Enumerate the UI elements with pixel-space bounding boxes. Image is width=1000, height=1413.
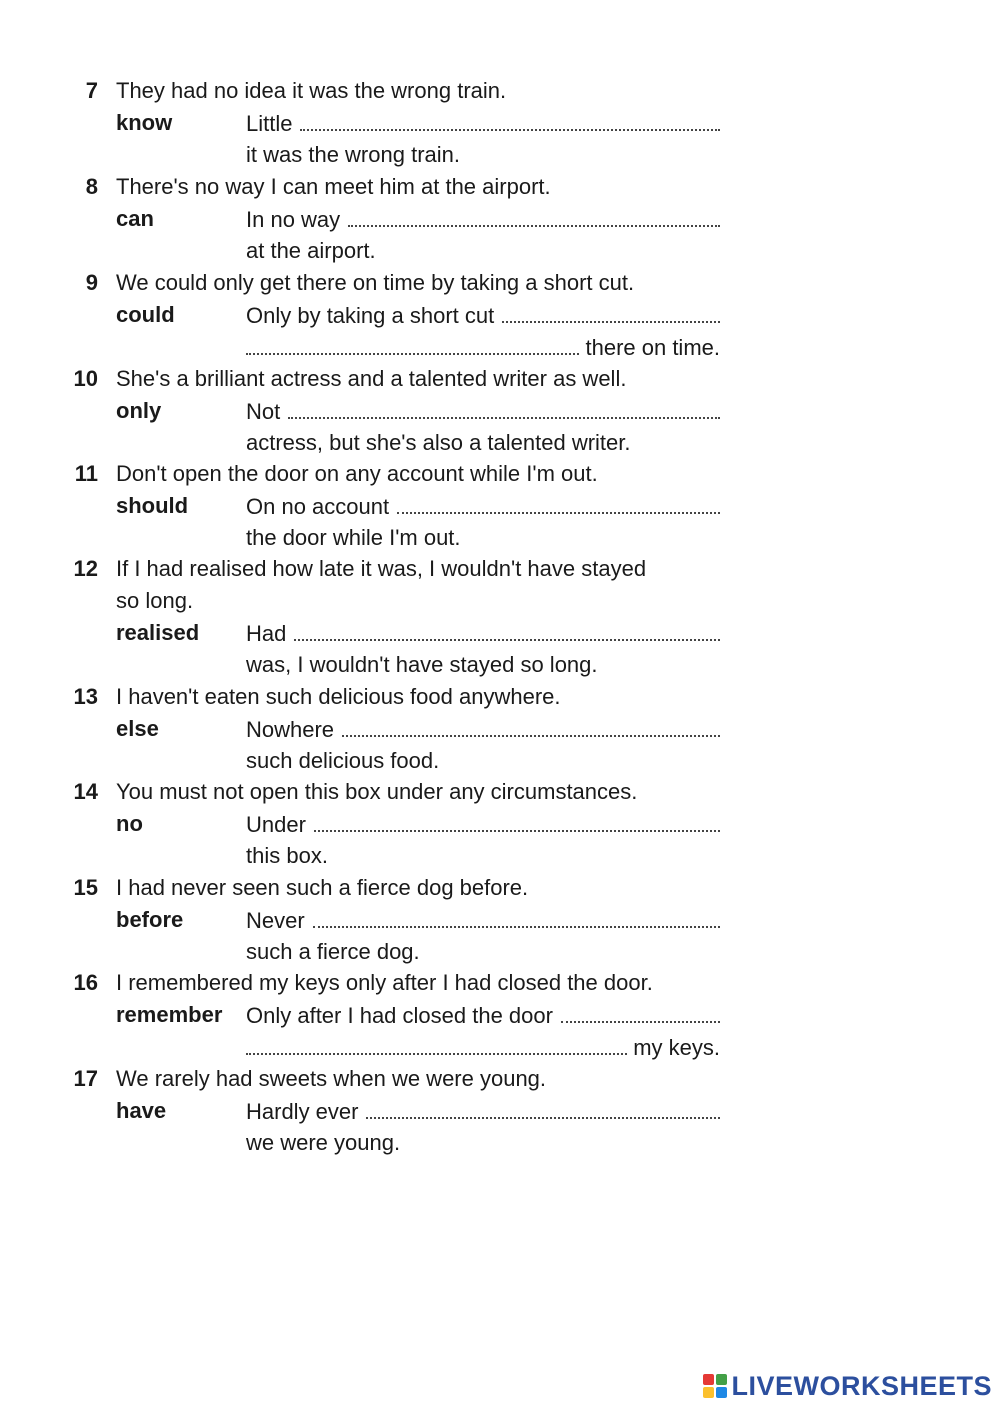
keyword: realised [116,620,200,645]
exercise-10 [60,363,720,459]
keyword: only [116,398,162,423]
answer-blank-continued[interactable] [246,1031,627,1055]
answer-blank[interactable] [561,999,720,1023]
answer-ending: such delicious food. [246,748,440,773]
exercise-number: 8 [85,174,98,199]
answer-prompt: Only by taking a short cut [246,303,495,328]
answer-ending: we were young. [246,1130,401,1155]
exercise-16 [60,967,720,1063]
original-sentence: I remembered my keys only after I had closed the door. [116,970,653,995]
answer-ending: actress, but she's also a talented writer. [246,430,631,455]
answer-ending: such a fierce dog. [246,939,420,964]
answer-ending: it was the wrong train. [246,142,460,167]
exercise-17 [60,1063,720,1159]
answer-blank[interactable] [342,713,720,737]
answer-prompt: In no way [246,207,341,232]
exercise-number: 9 [85,270,98,295]
original-sentence: We rarely had sweets when we were young. [116,1066,547,1091]
answer-ending: this box. [246,843,328,868]
answer-blank[interactable] [502,299,720,323]
exercise-7 [60,75,720,171]
logo-square-blue [716,1387,727,1398]
logo-square-yellow [703,1387,714,1398]
exercise-15 [60,872,720,968]
original-sentence: You must not open this box under any circumstances. [116,779,638,804]
exercise-number: 17 [73,1066,98,1091]
answer-prompt: Hardly ever [246,1099,359,1124]
answer-prompt: Nowhere [246,717,335,742]
original-sentence: I haven't eaten such delicious food anywhere. [116,684,561,709]
answer-ending: there on time. [585,335,720,360]
logo-text: LIVEWORKSHEETS [731,1370,992,1401]
exercise-8 [60,171,720,267]
keyword: before [116,907,184,932]
keyword: else [116,716,159,741]
exercise-number: 7 [85,78,98,103]
original-sentence: They had no idea it was the wrong train. [116,78,507,103]
exercise-number: 15 [73,875,98,900]
exercise-number: 14 [73,779,98,804]
original-sentence: We could only get there on time by taking a short cut. [116,270,635,295]
logo-square-green [716,1374,727,1385]
exercise-9 [60,267,720,363]
exercise-number: 13 [73,684,98,709]
original-sentence: There's no way I can meet him at the airport. [116,174,551,199]
exercise-number: 10 [73,366,98,391]
answer-prompt: Had [246,621,287,646]
answer-blank[interactable] [314,808,720,832]
answer-ending: at the airport. [246,238,376,263]
exercise-number: 12 [73,556,98,581]
original-sentence: If I had realised how late it was, I wouldn't have stayed [116,556,647,581]
liveworksheets-logo-icon [703,1374,727,1398]
answer-blank[interactable] [294,617,720,641]
exercise-12 [60,553,720,681]
answer-blank[interactable] [300,107,720,131]
exercise-14 [60,776,720,872]
answer-blank[interactable] [313,904,720,928]
keyword: no [116,811,143,836]
answer-prompt: Not [246,399,281,424]
answer-prompt: On no account [246,494,390,519]
keyword: can [116,206,154,231]
answer-prompt: Never [246,908,305,933]
answer-ending: was, I wouldn't have stayed so long. [246,652,598,677]
original-sentence: Don't open the door on any account while I'm out. [116,461,598,486]
keyword: should [116,493,189,518]
original-sentence: I had never seen such a fierce dog before. [116,875,529,900]
answer-ending: the door while I'm out. [246,525,461,550]
answer-prompt: Under [246,812,306,837]
exercise-13 [60,681,720,777]
answer-blank-continued[interactable] [246,331,579,355]
answer-blank[interactable] [397,490,720,514]
logo-square-red [703,1374,714,1385]
answer-blank[interactable] [288,395,720,419]
exercise-11 [60,458,720,554]
answer-blank[interactable] [366,1095,720,1119]
exercise-number: 16 [73,970,98,995]
original-sentence-continued: so long. [116,588,194,613]
exercise-number: 11 [74,461,98,486]
answer-prompt: Little [246,111,293,136]
answer-blank[interactable] [348,203,720,227]
answer-prompt: Only after I had closed the door [246,1003,553,1028]
keyword: remember [116,1002,223,1027]
keyword: could [116,302,175,327]
original-sentence: She's a brilliant actress and a talented writer as well. [116,366,627,391]
liveworksheets-logo[interactable] [703,1371,992,1401]
answer-ending: my keys. [633,1035,720,1060]
keyword: have [116,1098,167,1123]
keyword: know [116,110,173,135]
